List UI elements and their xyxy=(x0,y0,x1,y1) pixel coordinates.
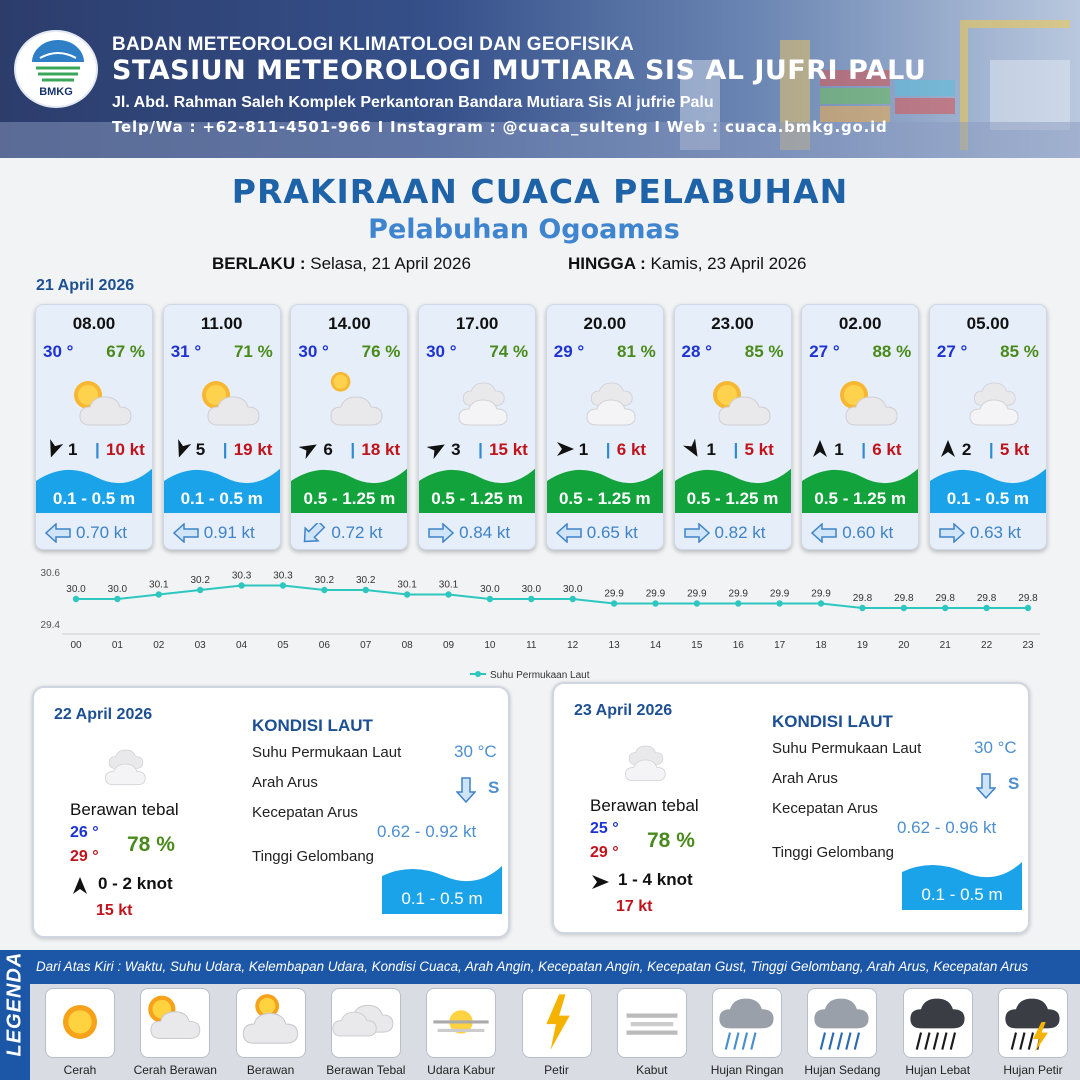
card-wave-height: 0.5 - 1.25 m xyxy=(814,489,907,508)
data-label: 30.1 xyxy=(149,579,169,591)
overcast-icon xyxy=(92,740,152,788)
x-tick-label: 19 xyxy=(856,640,868,651)
partly-cloudy-icon xyxy=(188,371,260,429)
card-gust: 6 kt xyxy=(872,440,902,459)
panel-temp-max: 29 ° xyxy=(70,848,99,865)
separator: | xyxy=(861,440,866,459)
valid-from-value: Selasa, 21 April 2026 xyxy=(310,254,471,273)
current-speed-value: 0.62 - 0.96 kt xyxy=(897,818,997,837)
x-tick-label: 22 xyxy=(981,640,993,651)
card-temperature: 30 ° xyxy=(43,342,74,361)
wave-height-label: Tinggi Gelombang xyxy=(252,848,375,865)
data-point xyxy=(694,600,700,606)
fog-icon xyxy=(617,988,687,1058)
legend-item-label: Hujan Ringan xyxy=(710,1063,784,1077)
overcast-icon xyxy=(331,988,401,1058)
panel-wind: 1 - 4 knot xyxy=(618,870,693,889)
card-wind-speed: 6 xyxy=(323,440,333,459)
wind-direction-icon xyxy=(810,439,830,459)
separator: | xyxy=(478,440,483,459)
legend-side xyxy=(0,950,30,1080)
card-wind-speed: 1 xyxy=(578,440,589,459)
x-tick-label: 09 xyxy=(442,640,455,651)
legend-item-label: Cerah xyxy=(63,1063,97,1077)
forecast-card xyxy=(163,304,281,550)
station-name: STASIUN METEOROLOGI MUTIARA SIS AL JUFRI PALU xyxy=(112,55,927,86)
data-point xyxy=(735,600,741,606)
sun-cloud-icon xyxy=(140,988,210,1058)
data-label: 30.2 xyxy=(314,575,335,586)
current-speed-value: 0.62 - 0.92 kt xyxy=(377,822,477,841)
current-direction-label: Arah Arus xyxy=(772,770,838,787)
data-label: 30.2 xyxy=(356,575,376,586)
header-banner xyxy=(0,0,1080,158)
data-label: 29.8 xyxy=(1018,593,1038,604)
bmkg-logo xyxy=(14,30,98,108)
current-speed-label: Kecepatan Arus xyxy=(772,800,878,817)
wind-direction-icon xyxy=(299,439,319,459)
wind-direction-icon xyxy=(938,439,958,459)
card-temperature: 27 ° xyxy=(936,342,968,361)
data-point xyxy=(776,600,782,606)
card-current-speed: 0.70 kt xyxy=(76,523,128,542)
data-label: 30.0 xyxy=(562,584,583,595)
sea-condition-heading: KONDISI LAUT xyxy=(772,712,893,731)
current-direction-icon xyxy=(427,523,455,543)
card-gust: 10 kt xyxy=(106,440,145,459)
card-wave-height: 0.1 - 0.5 m xyxy=(52,489,136,508)
current-speed-label: Kecepatan Arus xyxy=(252,804,358,821)
overcast-icon xyxy=(443,371,515,429)
logo-text: BMKG xyxy=(39,86,73,98)
x-tick-label: 13 xyxy=(608,640,620,651)
x-tick-label: 18 xyxy=(815,640,827,651)
x-tick-label: 10 xyxy=(484,640,496,651)
card-gust: 18 kt xyxy=(361,440,401,459)
page-subtitle: Pelabuhan Ogoamas xyxy=(368,214,680,245)
legend-item-label: Cerah Berawan xyxy=(133,1063,217,1077)
card-humidity: 71 % xyxy=(233,342,273,361)
wind-direction-icon xyxy=(427,439,447,459)
wave-height-label: Tinggi Gelombang xyxy=(772,844,895,861)
card-temperature: 31 ° xyxy=(170,342,202,361)
card-current-speed: 0.72 kt xyxy=(331,523,383,542)
card-current-speed: 0.63 kt xyxy=(969,523,1021,542)
data-label: 30.3 xyxy=(273,570,293,582)
data-label: 30.1 xyxy=(397,579,417,591)
forecast-card xyxy=(35,304,153,550)
x-tick-label: 17 xyxy=(774,640,786,651)
data-point xyxy=(569,596,575,602)
overcast-icon xyxy=(571,371,643,429)
data-label: 29.9 xyxy=(645,588,666,600)
legend-item-label: Hujan Lebat xyxy=(905,1063,971,1077)
data-point xyxy=(156,591,162,597)
x-tick-label: 20 xyxy=(898,640,910,651)
overcast-icon xyxy=(612,736,672,784)
overcast-icon xyxy=(954,371,1026,429)
haze-icon xyxy=(426,988,496,1058)
legend-item-label: Petir xyxy=(544,1063,569,1077)
legend-description: Dari Atas Kiri : Waktu, Suhu Udara, Kelembapan Udara, Kondisi Cuaca, Arah Angin, Kecepatan Angin, Kecepatan Gust, Tinggi Gelombang, Arah Arus, Kecepatan Arus xyxy=(36,959,1029,974)
moderate-rain-icon xyxy=(807,988,877,1058)
panel-gust: 17 kt xyxy=(616,898,653,915)
data-label: 30.0 xyxy=(66,584,86,595)
light-rain-icon xyxy=(712,988,782,1058)
data-point xyxy=(73,596,79,602)
forecast-card xyxy=(801,304,919,550)
separator: | xyxy=(350,440,356,459)
data-point xyxy=(528,596,534,602)
cloud-sun-icon xyxy=(236,988,306,1058)
current-direction-label: Arah Arus xyxy=(252,774,318,791)
heavy-rain-icon xyxy=(903,988,973,1058)
sun-icon xyxy=(45,988,115,1058)
thunderstorm-icon xyxy=(998,988,1068,1058)
data-label: 30.0 xyxy=(521,584,542,595)
panel-date: 23 April 2026 xyxy=(574,702,673,719)
card-wind-speed: 1 xyxy=(68,440,78,459)
wave-height-value: 0.1 - 0.5 m xyxy=(401,889,483,908)
card-gust: 6 kt xyxy=(616,440,647,459)
valid-from-label: BERLAKU : xyxy=(212,254,306,273)
legend-title: LEGENDA xyxy=(3,951,26,1057)
data-label: 29.9 xyxy=(687,588,707,600)
current-direction-icon xyxy=(299,523,327,543)
panel-date: 22 April 2026 xyxy=(54,706,153,723)
data-label: 30.0 xyxy=(480,584,500,595)
data-label: 29.9 xyxy=(728,588,748,600)
x-tick-label: 12 xyxy=(567,640,579,651)
x-tick-label: 00 xyxy=(70,640,82,651)
data-point xyxy=(859,605,865,611)
panel-humidity: 78 % xyxy=(647,829,695,852)
card-wind-speed: 1 xyxy=(834,440,844,459)
panel-wind: 0 - 2 knot xyxy=(98,874,173,893)
separator: | xyxy=(605,440,611,459)
data-point xyxy=(611,600,617,606)
x-tick-label: 05 xyxy=(277,640,289,651)
x-tick-label: 23 xyxy=(1022,640,1034,651)
valid-to xyxy=(568,254,806,274)
current-down-arrow-icon xyxy=(976,772,996,805)
data-point xyxy=(114,596,120,602)
current-direction-icon xyxy=(555,523,583,543)
card-wave-height: 0.5 - 1.25 m xyxy=(686,489,779,508)
legend-item-label: Hujan Petir xyxy=(1003,1063,1063,1077)
sst-label: Suhu Permukaan Laut xyxy=(252,744,402,761)
card-temperature: 30 ° xyxy=(426,342,457,361)
x-tick-label: 06 xyxy=(318,640,330,651)
card-temperature: 27 ° xyxy=(809,342,840,361)
legend-item-label: Kabut xyxy=(636,1063,668,1077)
x-tick-label: 01 xyxy=(111,640,123,651)
card-humidity: 67 % xyxy=(106,342,145,361)
data-label: 29.9 xyxy=(604,588,624,600)
card-temperature: 29 ° xyxy=(553,342,585,361)
card-current-speed: 0.60 kt xyxy=(842,523,894,542)
data-point xyxy=(445,591,451,597)
station-contact: Telp/Wa : +62-811-4501-966 I Instagram : @cuaca_sulteng I Web : cuaca.bmkg.go.id xyxy=(112,118,888,136)
data-point xyxy=(818,600,824,606)
x-tick-label: 03 xyxy=(194,640,206,651)
wind-direction-icon xyxy=(44,439,64,459)
card-current-speed: 0.91 kt xyxy=(203,523,255,542)
data-label: 29.9 xyxy=(769,588,790,600)
forecast-card xyxy=(929,304,1047,550)
data-point xyxy=(363,587,369,593)
card-wind-speed: 3 xyxy=(451,440,461,459)
separator: | xyxy=(988,440,994,459)
data-label: 29.8 xyxy=(852,593,873,604)
panel-gust: 15 kt xyxy=(96,902,133,919)
separator: | xyxy=(222,440,228,459)
card-gust: 5 kt xyxy=(744,440,774,459)
card-wave-height: 0.1 - 0.5 m xyxy=(946,489,1029,508)
forecast-card xyxy=(674,304,792,550)
day-panel xyxy=(552,682,1030,934)
partly-cloudy-icon xyxy=(699,371,771,429)
card-wind-speed: 5 xyxy=(195,440,206,459)
current-direction-value: S xyxy=(488,778,500,797)
card-temperature: 30 ° xyxy=(298,342,329,361)
card-time: 23.00 xyxy=(711,314,754,333)
partly-cloudy-icon xyxy=(826,371,898,429)
legend-item-label: Berawan xyxy=(246,1063,295,1077)
separator: | xyxy=(733,440,739,459)
card-wave-height: 0.5 - 1.25 m xyxy=(303,489,396,508)
sst-value: 30 °C xyxy=(974,738,1017,757)
data-point xyxy=(652,600,658,606)
current-down-arrow-icon xyxy=(456,776,476,809)
x-tick-label: 02 xyxy=(153,640,165,651)
panel-temp-min: 26 ° xyxy=(70,824,99,841)
sst-value: 30 °C xyxy=(454,742,497,761)
forecast-card xyxy=(546,304,664,550)
card-time: 17.00 xyxy=(455,314,499,333)
wave-height-value: 0.1 - 0.5 m xyxy=(921,885,1003,904)
current-direction-icon xyxy=(683,523,711,543)
x-tick-label: 11 xyxy=(526,640,537,651)
x-tick-label: 21 xyxy=(939,640,951,651)
card-gust: 19 kt xyxy=(233,440,273,459)
valid-to-value: Kamis, 23 April 2026 xyxy=(650,254,807,273)
forecast-card xyxy=(290,304,408,550)
current-direction-icon xyxy=(172,523,200,543)
data-label: 30.0 xyxy=(107,584,128,595)
legend-marker xyxy=(475,671,481,677)
x-tick-label: 08 xyxy=(401,640,413,651)
card-time: 14.00 xyxy=(328,314,371,333)
panel-temp-min: 25 ° xyxy=(590,820,619,837)
day-panel xyxy=(32,686,510,938)
cloudy-icon xyxy=(315,371,387,429)
x-tick-label: 04 xyxy=(236,640,248,651)
data-point xyxy=(487,596,493,602)
day1-date: 21 April 2026 xyxy=(36,277,135,294)
card-time: 20.00 xyxy=(583,314,627,333)
valid-from xyxy=(212,254,471,274)
sea-condition-heading: KONDISI LAUT xyxy=(252,716,373,735)
card-current-speed: 0.82 kt xyxy=(714,523,766,542)
y-tick-label: 29.4 xyxy=(40,620,60,631)
x-tick-label: 15 xyxy=(691,640,703,651)
sst-label: Suhu Permukaan Laut xyxy=(772,740,922,757)
forecast-card xyxy=(418,304,536,550)
card-gust: 5 kt xyxy=(999,440,1030,459)
data-point xyxy=(983,605,989,611)
card-gust: 15 kt xyxy=(489,440,528,459)
x-tick-label: 07 xyxy=(360,640,372,651)
data-label: 30.1 xyxy=(438,579,459,591)
panel-condition: Berawan tebal xyxy=(590,796,699,815)
wind-direction-icon xyxy=(555,439,575,459)
wind-direction-icon xyxy=(590,872,610,897)
data-point xyxy=(197,587,203,593)
partly-cloudy-icon xyxy=(60,371,132,429)
card-humidity: 85 % xyxy=(744,342,784,361)
panel-temp-max: 29 ° xyxy=(590,844,619,861)
y-tick-label: 30.6 xyxy=(40,568,60,579)
data-point xyxy=(321,587,327,593)
legend-label: Suhu Permukaan Laut xyxy=(490,670,590,681)
separator: | xyxy=(95,440,100,459)
data-label: 30.2 xyxy=(190,575,210,586)
card-time: 05.00 xyxy=(966,314,1010,333)
current-direction-icon xyxy=(938,523,966,543)
card-wind-speed: 1 xyxy=(706,440,716,459)
data-label: 29.9 xyxy=(811,588,831,600)
card-humidity: 74 % xyxy=(489,342,529,361)
series-line xyxy=(76,586,1028,609)
card-wave-height: 0.5 - 1.25 m xyxy=(431,489,523,508)
current-direction-icon xyxy=(44,523,72,543)
data-point xyxy=(1025,605,1031,611)
org-name: BADAN METEOROLOGI KLIMATOLOGI DAN GEOFISIKA xyxy=(112,34,635,55)
wind-direction-icon xyxy=(70,876,90,901)
valid-to-label: HINGGA : xyxy=(568,254,646,273)
legend-item-label: Berawan Tebal xyxy=(326,1063,406,1077)
card-time: 11.00 xyxy=(200,314,243,333)
card-humidity: 85 % xyxy=(1000,342,1039,361)
data-point xyxy=(901,605,907,611)
data-label: 30.3 xyxy=(231,570,252,582)
card-wave-height: 0.5 - 1.25 m xyxy=(558,489,651,508)
station-address: Jl. Abd. Rahman Saleh Komplek Perkantoran Bandara Mutiara Sis Al jufrie Palu xyxy=(112,94,714,111)
x-tick-label: 14 xyxy=(649,640,662,651)
card-time: 02.00 xyxy=(838,314,882,333)
card-wind-speed: 2 xyxy=(961,440,972,459)
data-point xyxy=(942,605,948,611)
card-current-speed: 0.65 kt xyxy=(586,523,638,542)
data-label: 29.8 xyxy=(976,593,997,604)
card-current-speed: 0.84 kt xyxy=(459,523,511,542)
panel-humidity: 78 % xyxy=(127,833,175,856)
sea-surface-temperature-chart xyxy=(0,560,1080,690)
current-direction-value: S xyxy=(1008,774,1020,793)
data-point xyxy=(280,582,286,588)
data-point xyxy=(238,582,244,588)
card-temperature: 28 ° xyxy=(681,342,712,361)
legend-item-label: Udara Kabur xyxy=(427,1063,496,1077)
x-tick-label: 16 xyxy=(732,640,744,651)
legend-item-label: Hujan Sedang xyxy=(804,1063,881,1077)
page-title: PRAKIRAAN CUACA PELABUHAN xyxy=(231,172,849,211)
card-humidity: 88 % xyxy=(872,342,912,361)
wind-direction-icon xyxy=(172,439,192,459)
data-label: 29.8 xyxy=(894,593,914,604)
panel-condition: Berawan tebal xyxy=(70,800,179,819)
current-direction-icon xyxy=(810,523,838,543)
card-time: 08.00 xyxy=(72,314,116,333)
card-wave-height: 0.1 - 0.5 m xyxy=(180,489,263,508)
card-humidity: 81 % xyxy=(617,342,656,361)
data-label: 29.8 xyxy=(935,593,955,604)
lightning-icon xyxy=(522,988,592,1058)
data-point xyxy=(404,591,410,597)
wind-direction-icon xyxy=(683,439,703,459)
card-humidity: 76 % xyxy=(361,342,401,361)
